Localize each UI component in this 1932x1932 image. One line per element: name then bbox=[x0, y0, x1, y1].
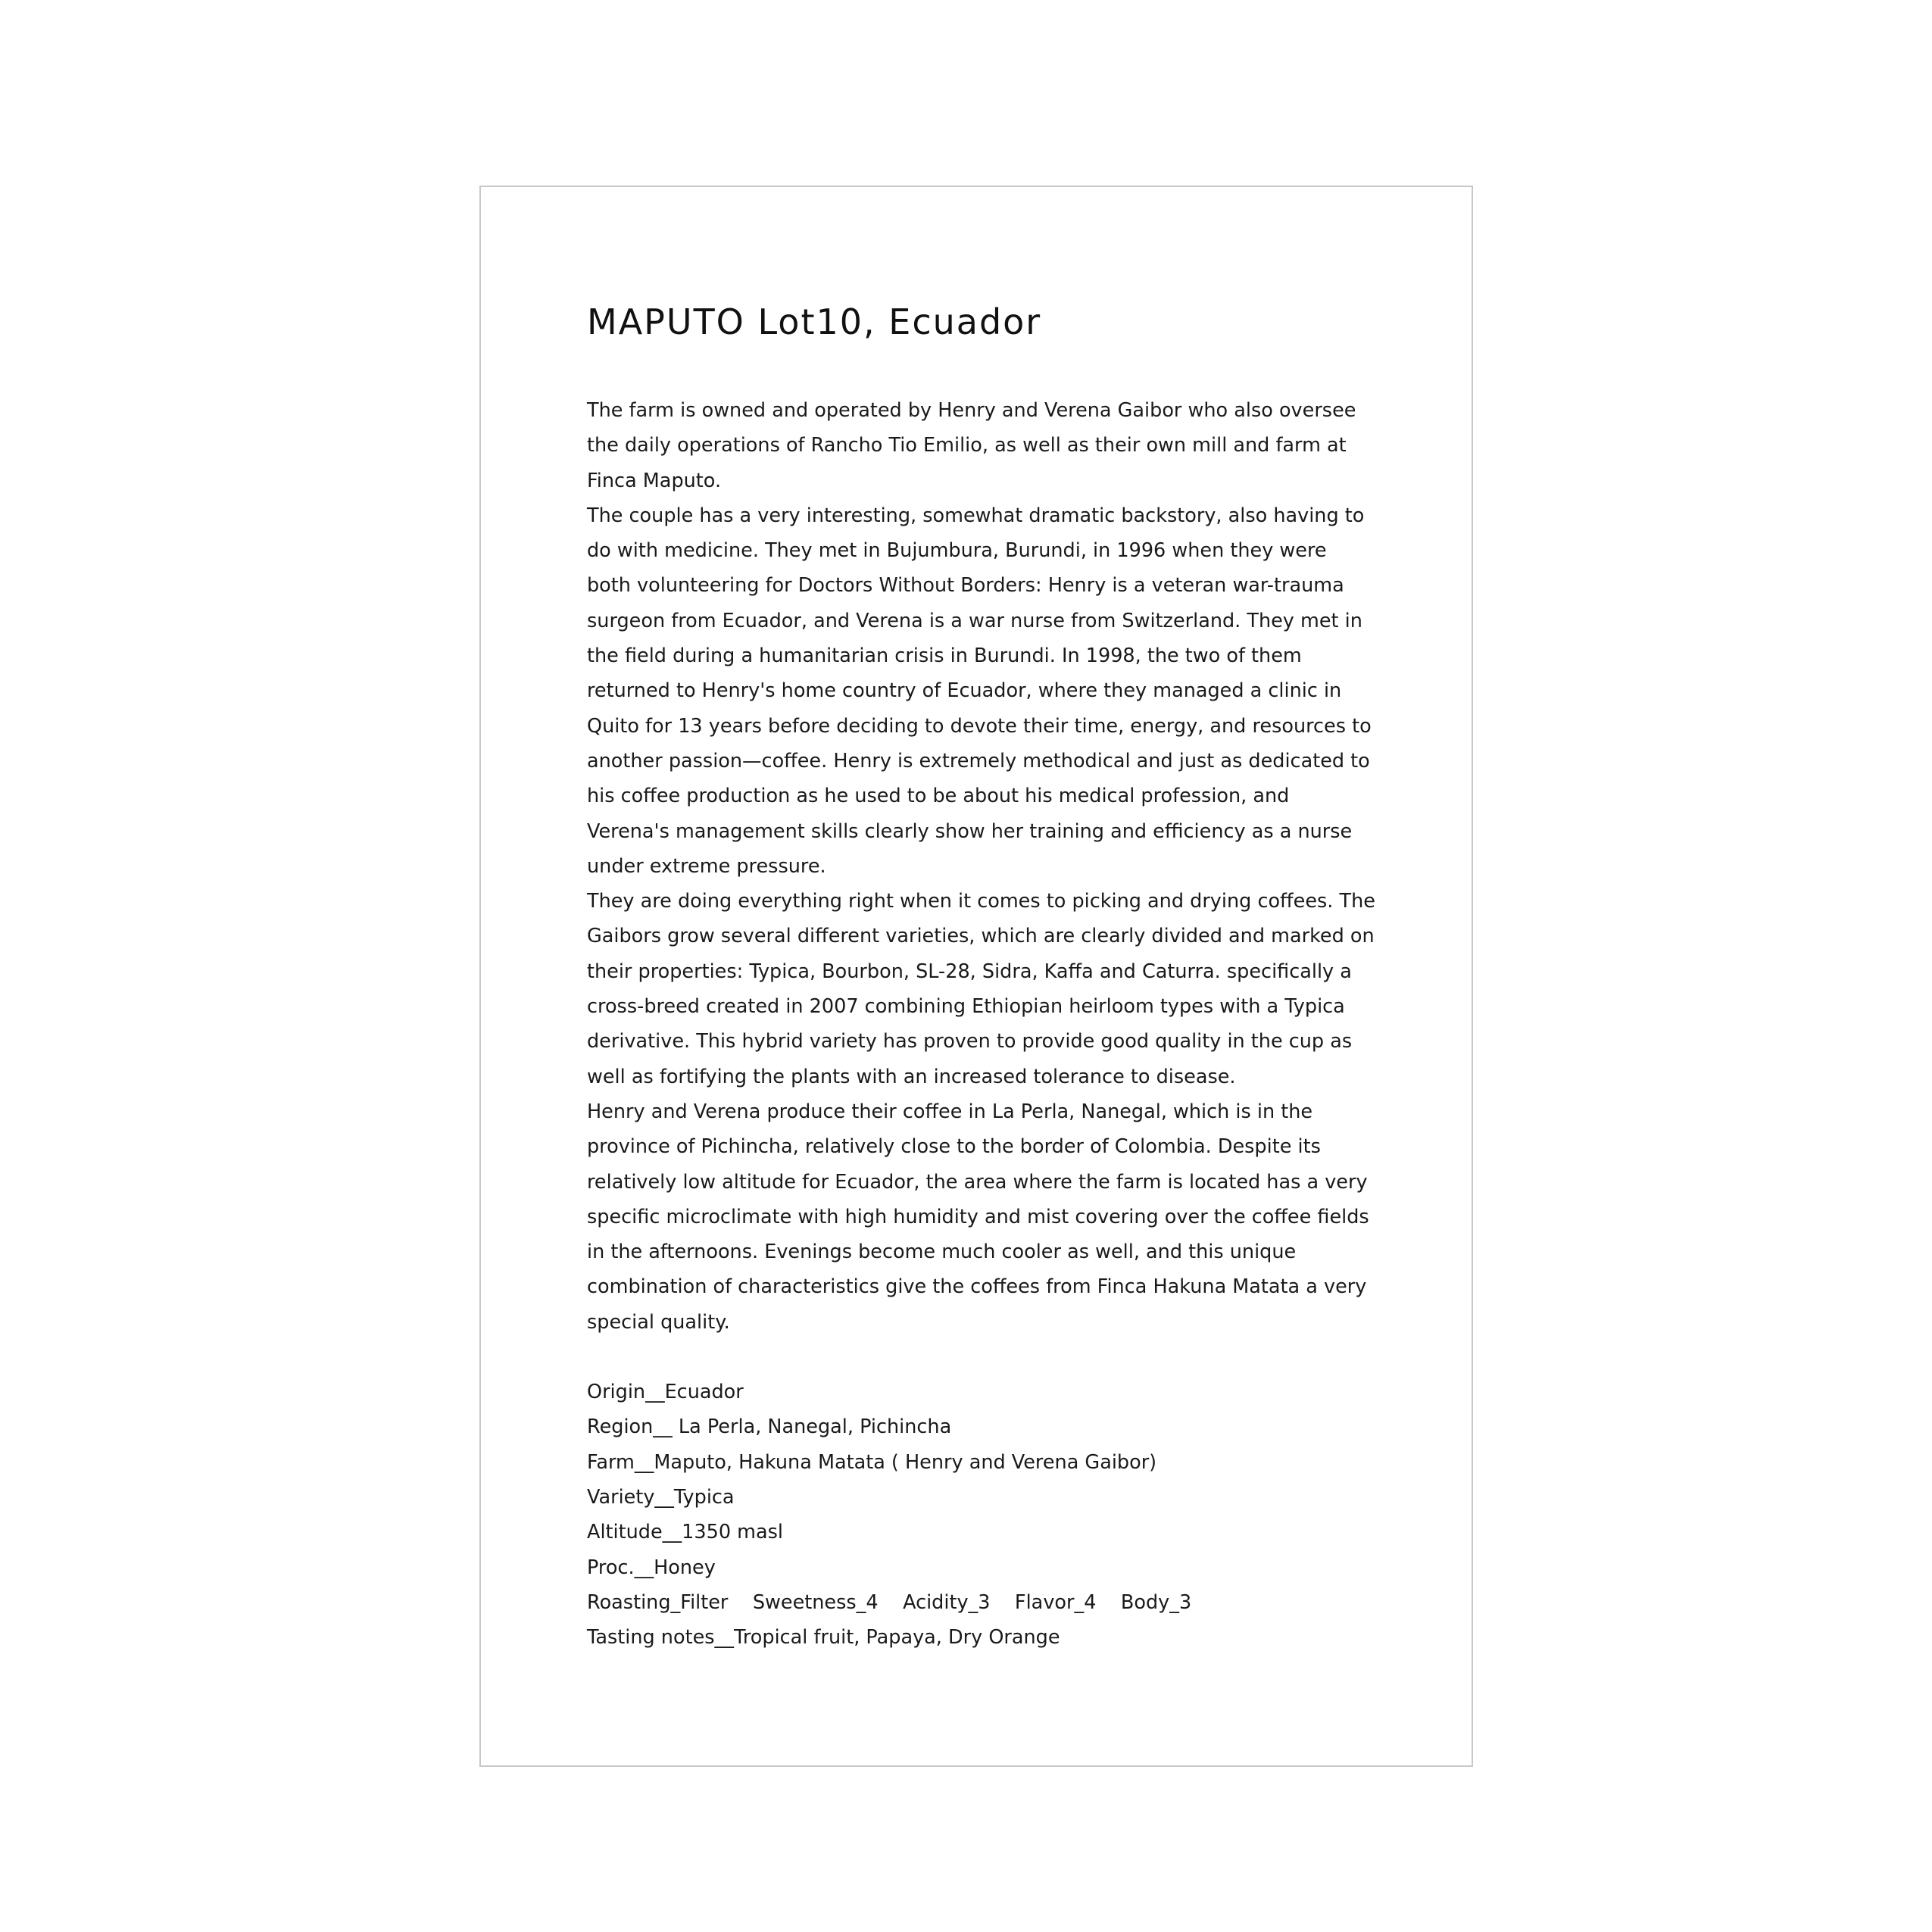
spec-variety: Variety__Typica bbox=[587, 1485, 735, 1509]
story-paragraph-2: The couple has a very interesting, somewhat dramatic backstory, also having to do with medicine. They met in Bujumbura, Burundi, in 1996 when they were both volunteering for Doctors Without Borders: Henry is a veteran war-trauma surgeon from Ecuador, and Verena is a war nurse from Switzerland. They met in the field during a humanitarian crisis in Burundi. In 1998, the two of them returned to Henry's home country of Ecuador, where they managed a clinic in Quito for 13 years before deciding to devote their time, energy, and resources to another passion—coffee. Henry is extremely methodical and just as dedicated to his coffee production as he used to be about his medical profession, and Verena's management skills clearly show her training and efficiency as a nurse under extreme pressure. bbox=[587, 504, 1372, 878]
spec-farm: Farm__Maputo, Hakuna Matata ( Henry and Verena Gaibor) bbox=[587, 1450, 1157, 1474]
story-paragraph-1: The farm is owned and operated by Henry and Verena Gaibor who also oversee the daily operations of Rancho Tio Emilio, as well as their own mill and farm at Finca Maputo. bbox=[587, 399, 1356, 492]
spec-altitude: Altitude__1350 masl bbox=[587, 1521, 783, 1544]
spec-roasting-profile: Roasting_Filter Sweetness_4 Acidity_3 Flavor_4 Body_3 bbox=[587, 1590, 1192, 1614]
document-content bbox=[587, 301, 1390, 1655]
spec-process: Proc.__Honey bbox=[587, 1556, 716, 1579]
coffee-specs bbox=[587, 1375, 1390, 1655]
story-paragraph-4: Henry and Verena produce their coffee in La Perla, Nanegal, which is in the province of Pichincha, relatively close to the border of Colombia. Despite its relatively low altitude for Ecuador, the area where the farm is located has a very specific microclimate with high humidity and mist covering over the coffee fields in the afternoons. Evenings become much cooler as well, and this unique combination of characteristics give the coffees from Finca Hakuna Matata a very special quality. bbox=[587, 1100, 1369, 1334]
document-card bbox=[479, 186, 1473, 1767]
spec-region: Region__ La Perla, Nanegal, Pichincha bbox=[587, 1415, 952, 1439]
document-title: MAPUTO Lot10, Ecuador bbox=[587, 301, 1042, 342]
story-paragraph-3: They are doing everything right when it comes to picking and drying coffees. The Gaibors grow several different varieties, which are clearly divided and marked on their properties: Typica, Bourbon, SL-28, Sidra, Kaffa and Caturra. specifically a cross-breed created in 2007 combining Ethiopian heirloom types with a Typica derivative. This hybrid variety has proven to provide good quality in the cup as well as fortifying the plants with an increased tolerance to disease. bbox=[587, 890, 1375, 1088]
spec-origin: Origin__Ecuador bbox=[587, 1381, 744, 1404]
story-section bbox=[587, 393, 1390, 1340]
spec-tasting-notes: Tasting notes__Tropical fruit, Papaya, Dry Orange bbox=[587, 1626, 1060, 1650]
